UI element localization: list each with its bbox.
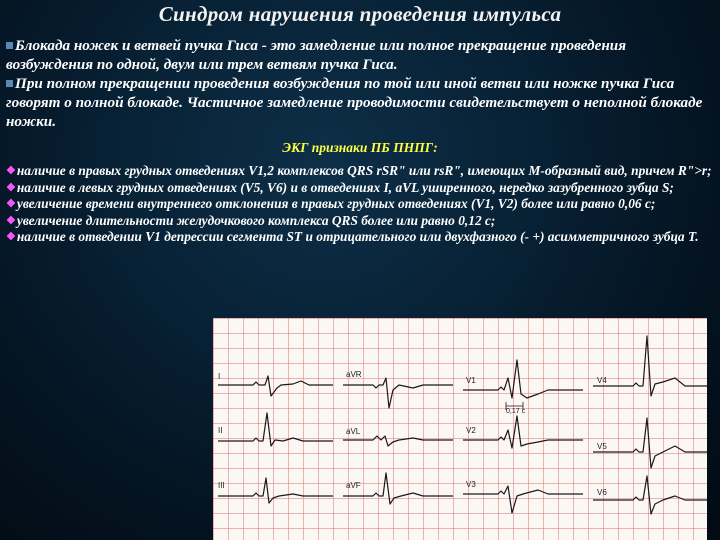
ecg-trace-aVL	[343, 436, 453, 446]
intro-paragraph-2	[6, 74, 712, 131]
square-bullet-icon	[6, 80, 13, 87]
criteria-text: увеличение длительности желудочкового комплекса QRS более или равно 0,12 с;	[16, 212, 496, 228]
lead-label-V2: V2	[466, 426, 476, 435]
slide-title: Синдром нарушения проведения импульса	[158, 2, 562, 26]
criteria-text: увеличение времени внутреннего отклонения в правых грудных отведениях (V1, V2) более или равно 0,06 с;	[16, 196, 656, 212]
lead-label-V3: V3	[466, 480, 476, 489]
intro-text-1: Блокада ножек и ветвей пучка Гиса - это замедление или полное прекращение проведения возбуждения по одной, двум или трем ветвям пучка Гиса.	[6, 37, 627, 73]
ecg-trace-V1	[463, 360, 583, 398]
lead-label-aVL: aVL	[346, 427, 361, 436]
lead-label-aVF: aVF	[346, 481, 361, 490]
square-bullet-icon	[6, 42, 13, 49]
intro-text-2: При полном прекращении проведения возбуждения по той или иной ветви или ножке пучка Гиса говорят о полной блокаде. Частичное замедление проводимости свидетельствует о неполной блокаде ножки.	[6, 75, 703, 130]
ecg-strip-image	[213, 318, 707, 540]
lead-label-II: II	[218, 426, 223, 435]
diamond-bullet-icon: ❖	[6, 198, 16, 211]
diamond-bullet-icon: ❖	[6, 231, 16, 244]
lead-label-III: III	[218, 481, 225, 490]
criteria-item	[6, 196, 712, 213]
ecg-trace-II	[218, 413, 333, 446]
lead-label-V5: V5	[597, 442, 607, 451]
ecg-trace-V2	[463, 416, 583, 448]
diamond-bullet-icon: ❖	[6, 181, 16, 194]
ecg-trace-V5	[593, 418, 707, 468]
lead-label-V4: V4	[597, 376, 607, 385]
ecg-traces	[213, 318, 707, 540]
ecg-trace-I	[218, 376, 333, 396]
ecg-trace-V4	[593, 336, 707, 396]
ecg-trace-V6	[593, 476, 707, 514]
criteria-text: наличие в отведении V1 депрессии сегмента ST и отрицательного или двухфазного (- +) асимметричного зубца Т.	[16, 229, 699, 245]
diamond-bullet-icon: ❖	[6, 165, 16, 177]
ecg-trace-III	[218, 478, 333, 503]
diamond-bullet-icon: ❖	[6, 214, 16, 227]
criteria-text: наличие в левых грудных отведениях (V5, V6) и в отведениях I, aVL уширенного, нередко зазубренного зубца S;	[16, 179, 674, 195]
intro-paragraph-1	[6, 36, 712, 74]
lead-label-V1: V1	[466, 376, 476, 385]
criteria-list	[6, 163, 712, 246]
lead-label-I: I	[218, 372, 221, 381]
ecg-criteria-heading: ЭКГ признаки ПБ ПНПГ:	[282, 140, 438, 155]
lead-label-aVR: aVR	[346, 370, 362, 379]
criteria-item	[6, 213, 712, 230]
lead-label-V6: V6	[597, 488, 607, 497]
criteria-item	[6, 229, 712, 246]
criteria-item	[6, 180, 712, 197]
intro-text	[6, 36, 712, 131]
interval-annotation: 0,17 с	[506, 408, 526, 415]
criteria-text: наличие в правых грудных отведениях V1,2 комплексов QRS rSR" или rsR", имеющих М-образный вид, причем R">r;	[16, 163, 712, 178]
ecg-trace-V3	[463, 486, 583, 513]
criteria-item	[6, 163, 712, 180]
ecg-trace-aVR	[343, 378, 453, 408]
